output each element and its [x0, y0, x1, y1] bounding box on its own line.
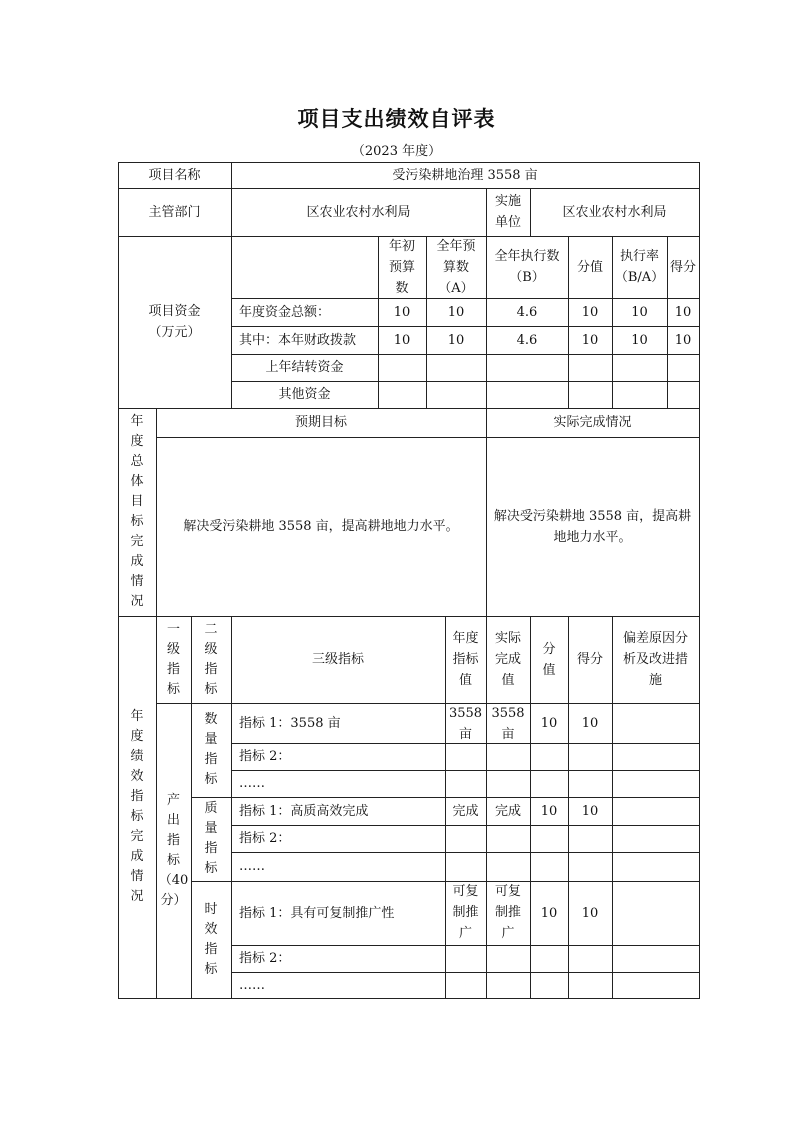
performance-indicators-label: 年 度 绩 效 指 标 完 成 情 况	[130, 709, 144, 904]
indicator-deviation	[612, 797, 699, 825]
actual-value-header: 实际 完成 值	[494, 631, 521, 688]
output-indicator-label: 产 出 指 标 （40 分）	[158, 792, 189, 908]
indicator-name: 指标 1：高质高效完成	[239, 803, 369, 819]
indicator-target	[445, 945, 486, 972]
indicator-actual	[486, 770, 530, 797]
deviation-analysis-header: 偏差原因分 析及改进措 施	[622, 631, 688, 688]
annual-goals-label: 年 度 总 体 目 标 完 成 情 况	[130, 414, 144, 609]
funds-value: 10	[581, 304, 599, 320]
indicator-target	[445, 852, 486, 881]
funds-value	[612, 381, 667, 408]
indicator-score: 10	[581, 715, 599, 731]
indicator-score	[568, 945, 612, 972]
indicator-deviation	[612, 945, 699, 972]
indicator-actual	[486, 743, 530, 770]
indicator-name: ……	[239, 859, 265, 874]
indicator-score-value	[530, 945, 568, 972]
indicator-score-value	[530, 972, 568, 998]
indicator-score	[568, 770, 612, 797]
level2-indicator-label: 数 量 指 标	[204, 712, 218, 787]
indicator-actual	[486, 945, 530, 972]
indicator-name: ……	[239, 776, 265, 791]
funds-row-label: 上年结转资金	[265, 360, 344, 375]
report-year: （2023 年度）	[351, 144, 442, 159]
funds-value: 10	[674, 304, 692, 320]
funds-value: 10	[447, 304, 465, 320]
indicator-name: 指标 2：	[239, 951, 291, 966]
indicator-name: 指标 1：具有可复制推广性	[239, 905, 395, 921]
funds-value: 10	[631, 304, 648, 320]
funds-row-label: 其中：本年财政拨款	[239, 332, 357, 348]
managing-dept-label: 主管部门	[148, 204, 201, 220]
funds-value	[568, 354, 612, 381]
indicator-score: 10	[581, 905, 599, 921]
indicator-deviation	[612, 703, 699, 743]
indicator-score	[568, 852, 612, 881]
indicator-target: 3558 亩	[448, 706, 483, 742]
indicator-score	[568, 743, 612, 770]
funds-value: 10	[631, 332, 648, 348]
funds-value: 10	[581, 332, 599, 348]
indicator-name: ……	[239, 977, 265, 993]
grid-line	[699, 162, 700, 999]
indicator-score-value	[530, 743, 568, 770]
project-funds-label: 项目资金 （万元）	[148, 304, 201, 340]
level2-indicator-label: 时 效 指 标	[204, 901, 218, 977]
indicator-target	[445, 770, 486, 797]
funds-value: 10	[674, 332, 692, 348]
funds-column-header: 年初 预算 数	[388, 238, 415, 296]
indicator-actual: 可复 制推 广	[494, 884, 521, 941]
funds-value	[486, 381, 568, 408]
indicator-score	[568, 825, 612, 852]
implementing-unit-label: 实施 单位	[494, 194, 521, 230]
indicator-actual	[486, 972, 530, 998]
project-name-label: 项目名称	[148, 167, 201, 183]
indicator-score-value	[530, 852, 568, 881]
score-header: 得分	[576, 652, 603, 667]
funds-value	[486, 354, 568, 381]
indicator-deviation	[612, 770, 699, 797]
level1-indicator-header: 一 级 指 标	[166, 621, 180, 697]
funds-value	[426, 354, 486, 381]
page-title: 项目支出绩效自评表	[297, 106, 496, 131]
indicator-deviation	[612, 972, 699, 998]
funds-value	[667, 381, 699, 408]
funds-column-header: 全年预 算数 （A）	[436, 238, 476, 296]
level2-indicator-header: 二 级 指 标	[204, 621, 218, 697]
expected-goal-header: 预期目标	[294, 415, 347, 430]
funds-column-header: 分值	[576, 259, 603, 275]
funds-value: 10	[447, 332, 465, 348]
indicator-target	[445, 825, 486, 852]
indicator-actual	[486, 852, 530, 881]
funds-value	[426, 381, 486, 408]
indicator-deviation	[612, 743, 699, 770]
funds-value: 10	[393, 332, 411, 348]
indicator-target: 可复 制推 广	[452, 884, 479, 941]
indicator-deviation	[612, 852, 699, 881]
actual-completion-header: 实际完成情况	[553, 415, 632, 430]
indicator-target	[445, 972, 486, 998]
funds-column-header: 全年执行数 （B）	[494, 249, 560, 285]
expected-goal-text: 解决受污染耕地 3558 亩，提高耕地地力水平。	[183, 519, 459, 534]
funds-value: 4.6	[516, 332, 538, 348]
funds-value	[667, 354, 699, 381]
funds-value	[378, 381, 426, 408]
managing-dept-value: 区农业农村水利局	[306, 204, 411, 220]
funds-column-header: 执行率 （B/A）	[614, 249, 665, 285]
indicator-score-value: 10	[540, 803, 558, 819]
indicator-actual: 完成	[494, 803, 521, 819]
funds-value	[378, 354, 426, 381]
funds-value	[568, 381, 612, 408]
indicator-name: 指标 2：	[239, 749, 291, 764]
indicator-deviation	[612, 825, 699, 852]
indicator-score-value: 10	[540, 905, 558, 921]
funds-value: 4.6	[516, 304, 538, 320]
indicator-name: 指标 2：	[239, 831, 291, 846]
score-value-header: 分 值	[542, 641, 556, 678]
indicator-score: 10	[581, 803, 599, 819]
funds-value	[612, 354, 667, 381]
indicator-actual: 3558 亩	[491, 706, 525, 742]
indicator-target: 完成	[452, 803, 479, 819]
target-value-header: 年度 指标 值	[452, 631, 479, 688]
indicator-score-value	[530, 825, 568, 852]
actual-completion-text: 解决受污染耕地 3558 亩，提高耕 地地力水平。	[493, 508, 692, 545]
level2-indicator-label: 质 量 指 标	[204, 801, 218, 876]
funds-row-label: 其他资金	[278, 387, 331, 402]
indicator-deviation	[612, 881, 699, 945]
indicator-name: 指标 1：3558 亩	[239, 715, 341, 731]
funds-column-header: 得分	[669, 259, 696, 275]
funds-row-label: 年度资金总额：	[239, 304, 331, 320]
project-name-value: 受污染耕地治理 3558 亩	[392, 167, 538, 183]
indicator-actual	[486, 825, 530, 852]
implementing-unit-value: 区农业农村水利局	[562, 204, 667, 220]
indicator-score-value	[530, 770, 568, 797]
level3-indicator-header: 三级指标	[311, 652, 364, 667]
indicator-score-value: 10	[540, 715, 558, 731]
funds-value: 10	[393, 304, 411, 320]
indicator-score	[568, 972, 612, 998]
indicator-target	[445, 743, 486, 770]
